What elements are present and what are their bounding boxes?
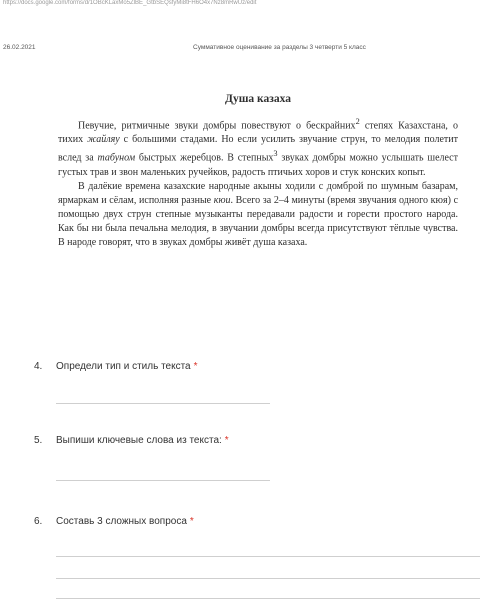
- question-4-answer-field[interactable]: [56, 403, 270, 404]
- p1-text-2: степях Казахстана, о тихих: [58, 120, 458, 146]
- p2-text-1: В далёкие времена казахские народные акыны ходили с домброй по шумным базарам, ярмаркам и сёлам, исполняя разные: [58, 180, 458, 206]
- p2-text-2: . Всего за 2–4 минуты (время звучания одного кюя) с помощью двух струн степные музыканты передавали радости и горести простого народа. Как бы ни была печальна мелодия, в звучании домбры всегда присутствуют тёплые чувства. В народе говорят, что в звуках домбры живёт душа казаха.: [58, 194, 459, 248]
- question-4: [34, 361, 198, 372]
- question-5-answer-field[interactable]: [56, 480, 270, 481]
- p1-text-1: Певучие, ритмичные звуки домбры повествуют о бескрайних: [78, 120, 356, 132]
- question-6-answer-line-1[interactable]: [56, 556, 480, 557]
- question-6: [34, 516, 194, 527]
- p1-text-3: с большими стадами. Но если усилить звучание струн, то мелодия полетит вслед за: [58, 134, 458, 164]
- question-4-number: 4.: [34, 361, 43, 372]
- p2-term-kyui: кюи: [213, 194, 231, 206]
- question-4-required-mark: *: [193, 361, 198, 372]
- print-title: Суммативное оценивание за разделы 3 четверти 5 класс: [193, 44, 366, 51]
- p1-text-4: быстрых жеребцов. В степных: [135, 152, 274, 164]
- question-6-answer-line-3[interactable]: [56, 598, 480, 599]
- question-6-number: 6.: [34, 516, 43, 527]
- question-5-required-mark: *: [224, 435, 229, 446]
- text-document: [58, 93, 458, 250]
- print-header: [0, 44, 500, 56]
- document-title: Душа казаха: [225, 93, 291, 105]
- question-5-number: 5.: [34, 435, 43, 446]
- paragraph-1: [58, 115, 458, 180]
- question-5: [34, 435, 229, 446]
- question-6-text: Составь 3 сложных вопроса: [56, 516, 187, 527]
- paragraph-2: [58, 180, 458, 250]
- p1-term-tabun: табуном: [97, 152, 136, 164]
- question-4-text: Определи тип и стиль текста: [56, 361, 191, 372]
- question-5-text: Выпиши ключевые слова из текста:: [56, 435, 222, 446]
- question-6-required-mark: *: [189, 516, 194, 527]
- p1-text-5: звуках домбры можно услышать шелест густых трав и звон маленьких ручейков, радость птичьих хоров и стук конских копыт.: [58, 152, 458, 178]
- p1-term-zhaylau: жайляу: [87, 134, 120, 146]
- p1-footnote-1: 2: [355, 117, 360, 126]
- browser-url: https://docs.google.com/forms/d/1OBcKLaxMo5ZlBE_GtbSEQsfyMi8tFH6O4x7Nz8mRwUz/edit: [3, 0, 257, 6]
- question-6-answer-line-2[interactable]: [56, 578, 480, 579]
- print-date: 26.02.2021: [3, 44, 36, 51]
- p1-footnote-2: 3: [273, 149, 278, 159]
